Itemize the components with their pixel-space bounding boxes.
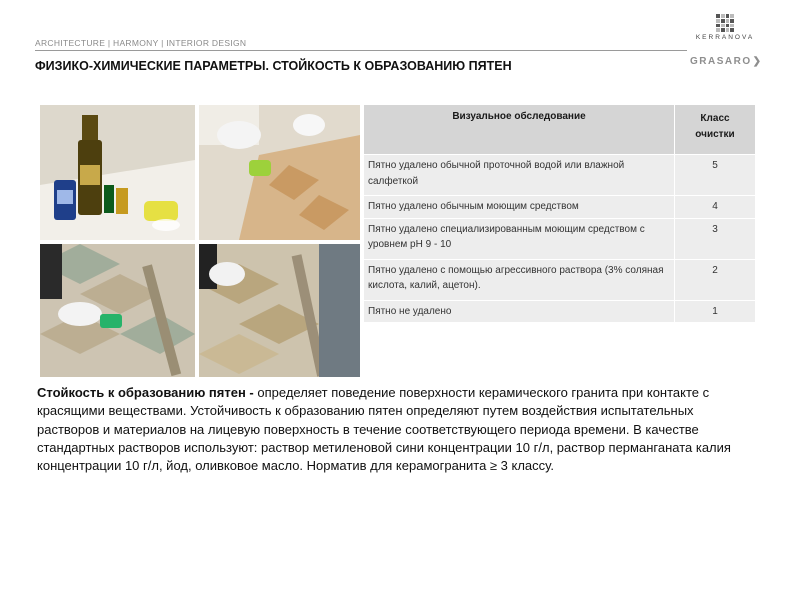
brand-tagline: ARCHITECTURE | HARMONY | INTERIOR DESIGN: [35, 38, 247, 48]
table-row: [364, 218, 756, 259]
stain-class-table: [363, 104, 756, 323]
kerranova-mark-icon: [716, 14, 734, 32]
row-class: 4: [675, 196, 756, 219]
applying-stain-photo: [199, 244, 360, 377]
stain-agents-photo: [40, 105, 195, 240]
paragraph-term: Стойкость к образованию пятен -: [37, 385, 254, 400]
class-header-line1: Класс: [700, 113, 730, 124]
kerranova-logo: [690, 14, 760, 45]
row-description: Пятно удалено с помощью агрессивного раствора (3% соляная кислота, калий, ацетон).: [364, 259, 675, 300]
row-class: 2: [675, 259, 756, 300]
grasaro-logo: [690, 56, 763, 67]
wiping-floor-photo: [40, 244, 195, 377]
photo-grid: [40, 105, 360, 377]
table-row: [364, 196, 756, 219]
paragraph-body: определяет поведение поверхности керамического гранита при контакте с красящими веществами. Устойчивость к образованию пятен определяют путем воздействия испытательных растворов и материалов на лицевую поверхность в течение соответствующего периода времени. В качестве стандартных растворов используют: раствор метиленовой сини концентрации 10 г/л, раствор перманганата калия концентрации 10 г/л, йод, оливковое масло. Норматив для керамогранита ≥ 3 классу.: [37, 385, 731, 474]
row-class: 1: [675, 300, 756, 323]
class-header-line2: очистки: [695, 128, 735, 140]
row-description: Пятно удалено обычным моющим средством: [364, 196, 675, 219]
row-description: Пятно удалено специализированным моющим средством с уровнем pH 9 - 10: [364, 218, 675, 259]
page-title: ФИЗИКО-ХИМИЧЕСКИЕ ПАРАМЕТРЫ. СТОЙКОСТЬ К ОБРАЗОВАНИЮ ПЯТЕН: [35, 59, 512, 73]
row-class: 5: [675, 155, 756, 196]
description-paragraph: [37, 384, 747, 475]
grasaro-wordmark: GRASARO: [690, 56, 752, 67]
column-header-inspection: Визуальное обследование: [364, 105, 675, 155]
row-description: Пятно не удалено: [364, 300, 675, 323]
chevron-right-icon: ❯: [752, 56, 763, 67]
kerranova-wordmark: KERRANOVA: [695, 34, 755, 41]
table-row: [364, 155, 756, 196]
column-header-class: [675, 105, 756, 155]
row-description: Пятно удалено обычной проточной водой или влажной салфеткой: [364, 155, 675, 196]
header-divider: [35, 50, 687, 51]
table-row: [364, 300, 756, 323]
kerranova-subline: [690, 41, 760, 45]
row-class: 3: [675, 218, 756, 259]
table-header-row: [364, 105, 756, 155]
table-row: [364, 259, 756, 300]
cleaning-tile-photo: [199, 105, 360, 240]
